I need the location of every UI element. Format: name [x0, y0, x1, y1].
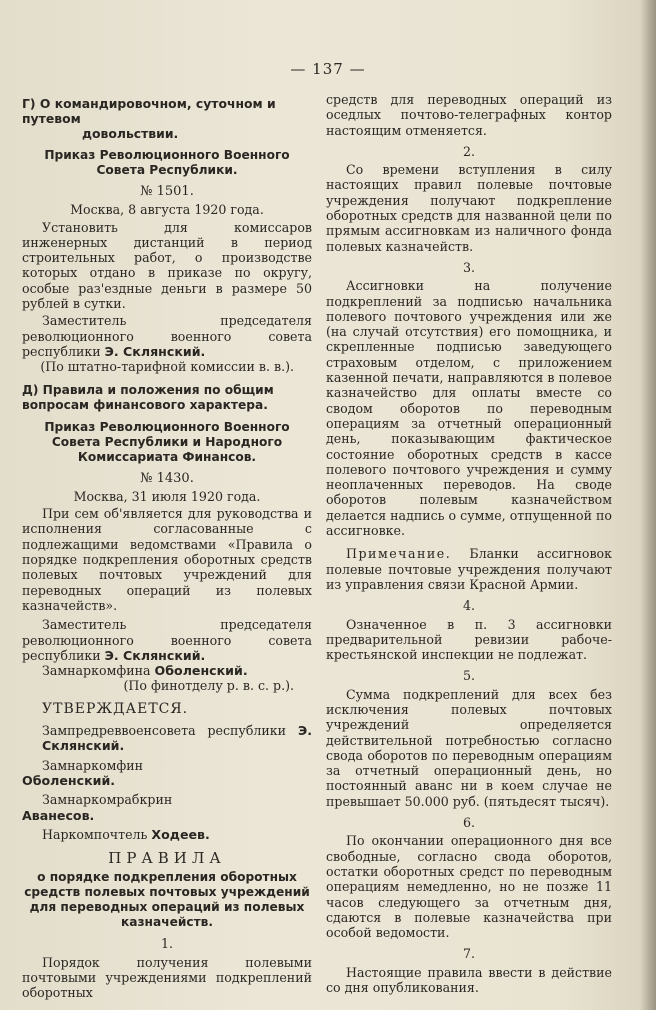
approved-line4-prefix: Наркомпочтель	[42, 826, 148, 842]
section-d-order-title: Приказ Революционного Военного Совета Республики и Народного Комиссариата Финансов.	[44, 419, 290, 464]
point-1-number: 1.	[160, 936, 174, 952]
approved-line2-name: Оболенский.	[22, 772, 116, 788]
section-g-signature-prefix: Заместитель председателя революционного военного совета республики	[22, 313, 312, 359]
section-g-heading-line1: Г) О командировочном, суточном и путевом	[22, 96, 276, 126]
section-d-order-number: № 1430.	[140, 470, 194, 486]
rules-subtitle: о порядке подкрепления оборотных средств полевых почтовых учреждений для переводных операций из полевых казначейств.	[24, 870, 310, 930]
approved-title: УТВЕРЖДАЕТСЯ.	[42, 700, 189, 717]
point-6-text: По окончании операционного дня все свободные, согласно свода оборотов, остатки оборотных средст по переводным операциям немедленно, но не позже 11 часов следующего за отчетным дня, сдаются в полевые казначейства при особой ведомости.	[326, 833, 612, 941]
section-d-zamnarkom-name: Оболенский.	[154, 663, 248, 679]
point-7-number: 7.	[462, 946, 476, 962]
section-d-signature	[22, 617, 312, 663]
note-label: Примечание.	[346, 546, 452, 562]
page-edge-shadow	[640, 0, 656, 1010]
point-2-text: Со времени вступления в силу настоящих правил полевые почтовые учреждения получают подкрепление оборотных средств для названной цели по прямым ассигновкам из наличного фонда полевых казначейств.	[326, 162, 612, 254]
right-column	[326, 92, 612, 995]
page-number: — 137 —	[290, 60, 366, 78]
section-g-date: Москва, 8 августа 1920 года.	[70, 202, 264, 218]
section-g-body: Установить для комиссаров инженерных дистанций в период строительных работ, о производстве которых отдано в приказе по округу, особые раз'ездные деньги в размере 50 рублей в сутки.	[22, 219, 312, 312]
approved-line3-prefix: Замнаркомрабкрин	[42, 792, 173, 808]
section-d-signature-name: Э. Склянский.	[104, 647, 206, 663]
section-d-zamnarkom-prefix: Замнаркомфина	[42, 663, 151, 679]
point-2-number: 2.	[462, 143, 476, 159]
section-g-signature-name: Э. Склянский.	[104, 343, 206, 359]
point-1-text: Порядок получения полевыми почтовыми учреждениями подкреплений оборотных	[22, 954, 312, 1001]
section-d-signature-prefix: Заместитель председателя революционного военного совета республики	[22, 617, 312, 663]
note-paragraph	[326, 546, 612, 592]
section-d-source-note: (По финотделу р. в. с. р.).	[123, 678, 294, 694]
section-g-signature	[22, 313, 312, 359]
point-3-number: 3.	[462, 259, 476, 275]
point-1-continuation: средств для переводных операций из оседлых почтово-телеграфных контор настоящим отменяется.	[326, 92, 612, 138]
section-g-source-note: (По штатно-тарифной комиссии в. в.).	[40, 359, 294, 375]
left-column	[22, 96, 312, 1001]
approved-line1-name: Э. Склянский.	[42, 723, 312, 754]
section-d-zamnarkom	[22, 663, 312, 678]
note-text: Бланки ассигновок полевые почтовые учреждения получают из управления связи Красной Армии.	[326, 546, 612, 592]
point-6-number: 6.	[462, 815, 476, 831]
section-d-body: При сем об'является для руководства и исполнения согласованные с подлежащими ведомствами «Правила о порядке подкрепления оборотных средств полевых почтовых учреждений для переводных операций из полевых казначейств».	[22, 506, 312, 613]
approved-line2-prefix: Замнаркомфин	[42, 757, 144, 773]
point-7-text: Настоящие правила ввести в действие со дня опубликования.	[326, 964, 612, 996]
point-5-number: 5.	[462, 668, 476, 684]
approved-line4	[22, 827, 312, 842]
section-g-order-title: Приказ Революционного Военного Совета Республики.	[44, 148, 290, 177]
section-d-date: Москва, 31 июля 1920 года.	[73, 488, 261, 504]
section-g-heading	[22, 96, 312, 141]
section-g-heading-line2: довольствии.	[82, 126, 179, 141]
rules-title: ПРАВИЛА	[108, 849, 226, 868]
point-3-text: Ассигновки на получение подкреплений за подписью начальника полевого почтового учреждения или же (на случай отсутствия) его помощника, и скрепленные подписью заведующего страховым отделом, с приложением казенной печати, направляются в полевое казначейство для оплаты вместе со сводом оборотов по переводным операциям за отчетный операционный день, показывающим фактическое состояние оборотных средств в кассе полевого почтового учреждения и сумму неоплаченных переводов. На своде оборотов полевым казначейством делается надпись о сумме, отпущенной по ассигновке.	[326, 278, 612, 539]
approved-line1-prefix: Зампредреввоенсовета республики	[42, 723, 287, 739]
approved-line4-name: Ходеев.	[151, 826, 210, 842]
section-g-order-number: № 1501.	[140, 184, 194, 199]
approved-line3-name: Аванесов.	[22, 807, 95, 823]
approved-line3	[22, 792, 312, 823]
section-d-heading: Д) Правила и положения по общим вопросам финансового характера.	[22, 382, 274, 412]
approved-line1	[22, 723, 312, 754]
point-4-text: Означенное в п. 3 ассигновки предварительной ревизии рабоче-крестьянской инспекции не подлежат.	[326, 616, 612, 663]
approved-line2	[22, 758, 312, 789]
point-4-number: 4.	[462, 598, 476, 614]
point-5-text: Сумма подкреплений для всех без исключения полевых почтовых учреждений определяется действительной потребностью согласно свода оборотов по переводным операциям за отчетный операционный день, но постоянный аванс ни в коем случае не превышает 50.000 руб. (пятьдесят тысяч).	[326, 686, 612, 809]
